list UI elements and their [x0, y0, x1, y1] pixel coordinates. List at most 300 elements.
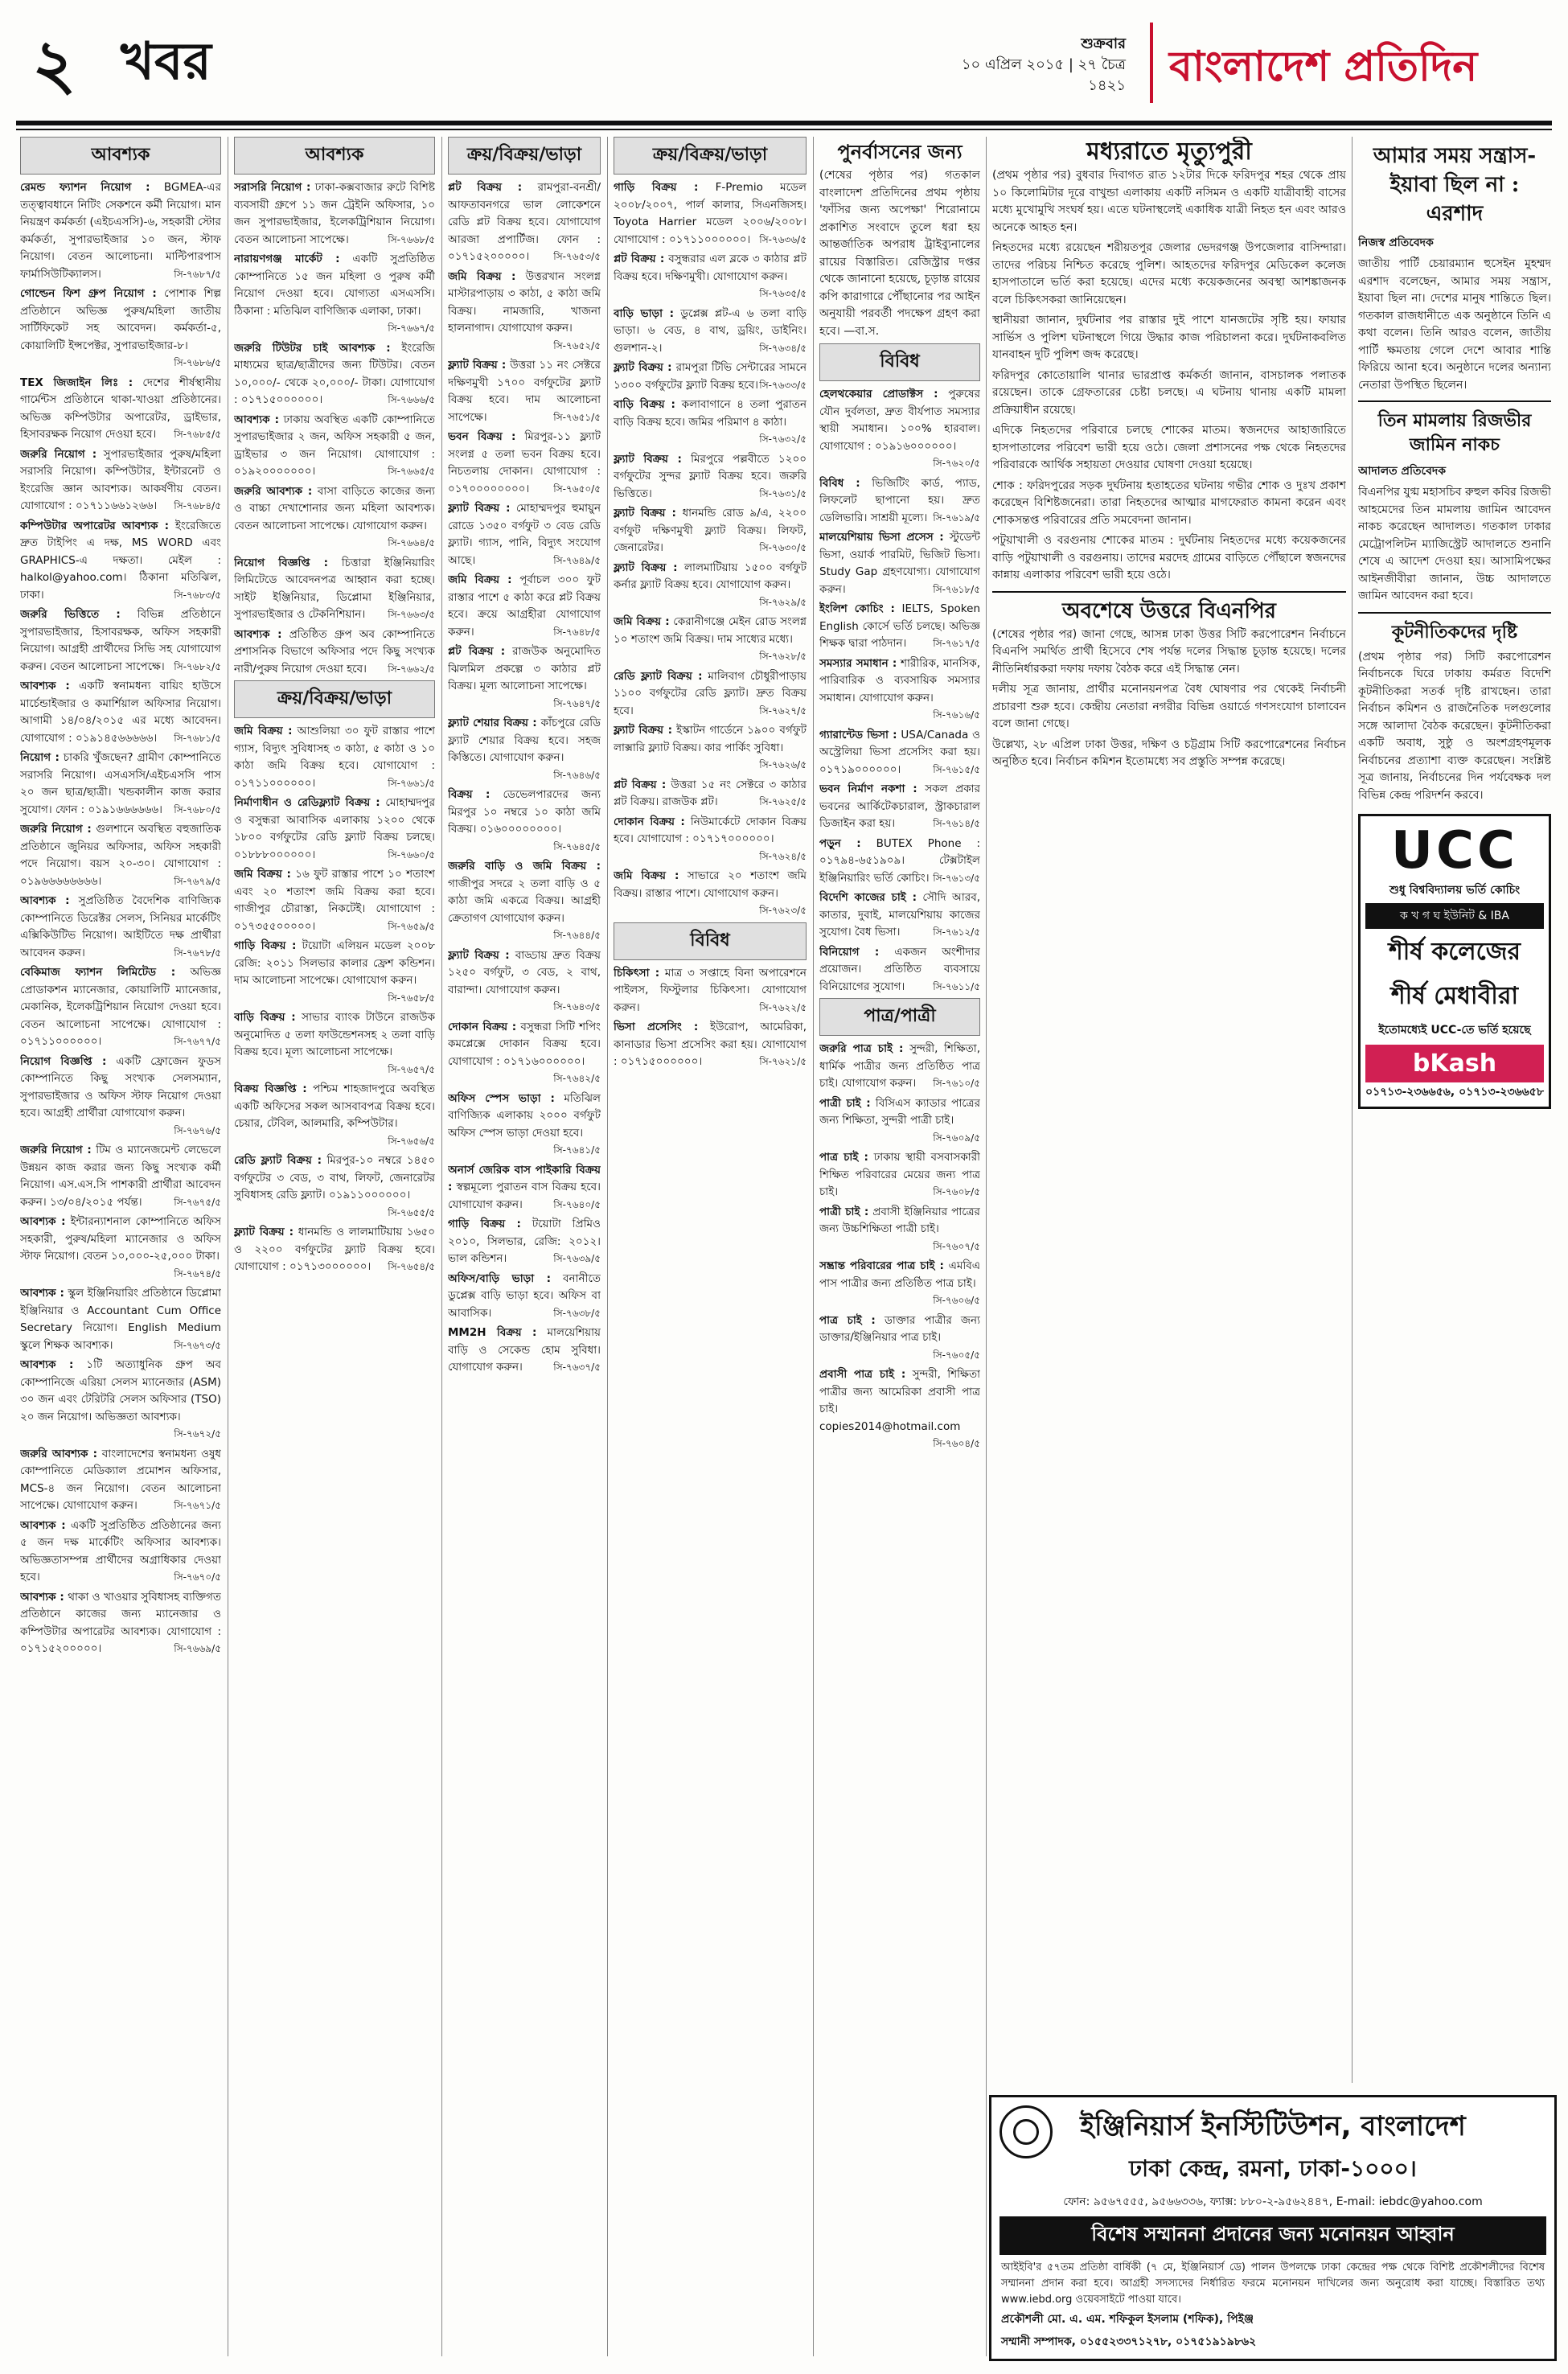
ad-heading: আবশ্যক :	[20, 1590, 64, 1604]
news-paragraph: স্থানীয়রা জানান, দুর্ঘটনার পর রাস্তার দুই পাশে যানজটের সৃষ্টি হয়। ফায়ার সার্ভিস ও পুলিশ ঘটনাস্থলে গিয়ে উদ্ধার কাজ পরিচালনা করে। দুর্ঘটনাকবলিত যানবাহন দুটি পুলিশ জব্দ করেছে।	[992, 314, 1346, 361]
ad-text: একটি স্বনামধন্য বায়িং হাউসে মার্চেন্ডাইজার ও কমার্শিয়াল অফিসার নিয়োগ। আগামী ১৪/০৪/২০১৫ এর মধ্যে আবেদন। যোগাযোগ : ০১৯১৪৫৬৬৬৬৬।	[20, 680, 221, 745]
article-body: (প্রথম পৃষ্ঠার পর) সিটি করপোরেশন নির্বাচনকে ঘিরে ঢাকায় কর্মরত বিদেশি কূটনীতিকরা সতর্ক দৃষ্টি রাখছেন। তারা নির্বাচন কমিশন ও রাজনৈতিক দলগুলোর সঙ্গে আলাদা বৈঠক করেছেন। কূটনীতিকরা একটি অবাধ, সুষ্ঠু ও অংশগ্রহণমূলক নির্বাচনের প্রত্যাশা ব্যক্ত করেছেন। সংশ্লিষ্ট সূত্র জানায়, নির্বাচনের দিন পর্যবেক্ষক দল বিভিন্ন কেন্দ্র পরিদর্শন করবে।	[1358, 650, 1551, 802]
classified-ad	[448, 357, 601, 426]
classified-ad	[20, 285, 221, 372]
ad-text: সুপারভাইজার পুরুষ/মহিলা সরাসরি নিয়োগ। কম্পিউটার, ইন্টারনেট ও ইংরেজি জ্ঞান আবশ্যক। আকর্ষণীয় বেতন। যোগাযোগ : ০১৭১১৬৬১২৬৬।	[20, 447, 221, 512]
ad-text: IELTS, Spoken English কোর্সে ভর্তি চলছে। অভিজ্ঞ শিক্ষক দ্বারা পাঠদান।	[819, 602, 980, 650]
ad-code: সি-৭৬৪১/৫	[553, 1144, 601, 1156]
ad-heading: জরুরি আবশ্যক :	[20, 1447, 98, 1460]
ad-text: একজন অংশীদার প্রয়োজন। প্রতিষ্ঠিত ব্যবসায়ে বিনিয়োগের সুযোগ।	[819, 945, 980, 993]
news-paragraph: শোক : ফরিদপুরের সড়ক দুর্ঘটনায় হতাহতের ঘটনায় গভীর শোক ও দুঃখ প্রকাশ করেছেন বিশিষ্টজনেরা। তারা নিহতদের আত্মার মাগফেরাত কামনা করেন এবং শোকসন্তপ্ত পরিবারের প্রতি সমবেদনা জানান।	[992, 478, 1346, 527]
ad-code: সি-৭৬৮৬/৫	[174, 357, 221, 368]
classified-ad	[614, 868, 807, 920]
ad-heading: প্লট বিক্রয় :	[448, 645, 506, 658]
ucc-headline: শীর্ষ কলেজের	[1388, 938, 1521, 966]
ad-text: মোহাম্মদপুর হুমায়ুন রোডে ১৩৫০ বর্গফুট ৩ বেড রেডি ফ্ল্যাট। গ্যাস, পানি, বিদ্যুৎ সংযোগ আছে।	[448, 502, 601, 567]
classified-ad	[614, 560, 807, 612]
ad-text: সাভার ব্যাংক টাউনে রাজউক অনুমোদিত ৫ তলা ফাউন্ডেশনসহ ২ তলা বাড়ি বিক্রয় হবে। মূল্য আলোচনা সাপেক্ষে।	[234, 1011, 435, 1058]
classified-ad	[20, 518, 221, 605]
ad-heading: ফ্ল্যাট বিক্রয় :	[614, 724, 672, 737]
ad-code: সি-৭৬১৬/৫	[933, 709, 980, 721]
ad-heading: পাত্রী চাই :	[819, 1205, 869, 1218]
ad-heading: জরুরি টিউটর চাই আবশ্যক :	[234, 341, 391, 355]
ad-heading: ফ্ল্যাট বিক্রয় :	[448, 948, 510, 962]
ad-signatory: প্রকৌশলী মো. এ. এম. শফিকুল ইসলাম (শফিক), পিইঞ্জ	[1001, 2313, 1254, 2326]
classified-ad	[819, 944, 980, 996]
ad-text: মালিবাগ চৌধুরীপাড়ায় ১১০০ বর্গফুটের রেডি ফ্ল্যাট। দ্রুত বিক্রয় হবে।	[614, 669, 807, 717]
section-title: খবর	[121, 31, 211, 92]
classified-ad	[614, 505, 807, 557]
classified-ad	[614, 614, 807, 666]
news-paragraph: নিহতদের মধ্যে রয়েছেন শরীয়তপুর জেলার ভেদরগঞ্জ উপজেলার বাসিন্দারা। তাদের পরিচয় নিশ্চিত করেছে পুলিশ। আহতদের ফরিদপুর মেডিকেল কলেজ হাসপাতালে ভর্তি করা হয়েছে। এদের মধ্যে কয়েকজনের অবস্থা আশঙ্কাজনক বলে চিকিৎসকরা জানিয়েছেন।	[992, 241, 1346, 306]
classified-ad	[20, 1214, 221, 1283]
ad-code: সি-৭৬৪৪/৫	[553, 930, 601, 941]
classified-ad	[614, 306, 807, 358]
article-headline: আমার সময় সন্ত্রাস-ইয়াবা ছিল না : এরশাদ	[1373, 144, 1537, 226]
ad-heading: বাড়ি বিক্রয় :	[614, 398, 675, 411]
ad-text: ১৬ ফুট রাস্তার পাশে ১০ শতাংশ এবং ২০ শতাংশ জমি বিক্রয় করা হবে। গাজীপুর চৌরাস্তা, নিকটেই। যোগাযোগ : ০১৭৩৫৫০০০০০।	[234, 868, 435, 933]
ad-heading: ভিসা প্রসেসিং :	[614, 1021, 699, 1033]
classified-ad	[448, 1325, 601, 1377]
ad-code: সি-৭৬৮০/৫	[174, 803, 221, 815]
article-headline: কূটনীতিকদের দৃষ্টি	[1391, 621, 1518, 643]
classified-ad	[448, 1271, 601, 1323]
ad-heading: প্লট বিক্রয় :	[448, 181, 523, 194]
ad-heading: ফ্ল্যাট বিক্রয় :	[614, 561, 678, 574]
brand-name: বাংলাদেশ প্রতিদিন	[1169, 42, 1478, 91]
ad-title: বিশেষ সম্মাননা প্রদানের জন্য মনোনয়ন আহ্বান	[999, 2216, 1546, 2255]
ad-code: সি-৭৬০৭/৫	[933, 1240, 980, 1252]
ad-text: একটি সুপ্রতিষ্ঠিত কোম্পানিতে ১৫ জন মহিলা ও পুরুষ কর্মী নিয়োগ দেওয়া হবে। যোগ্যতা এসএসসি। ঠিকানা : মতিঝিল বাণিজ্যিক এলাকা, ঢাকা।	[234, 253, 435, 318]
ad-code: সি-৭৬১৯/৫	[933, 511, 980, 524]
ad-code: সি-৭৬২৬/৫	[759, 759, 807, 770]
ucc-note: ইতোমধ্যেই UCC-তে ভর্তি হয়েছে	[1378, 1024, 1531, 1037]
column-divider	[607, 137, 608, 2356]
classified-ad	[20, 446, 221, 515]
ad-code: সি-৭৬৭৮/৫	[174, 947, 221, 959]
ad-text: মিরপুর-১০ নম্বরে ১৪৫০ বর্গফুটের ৩ বেড, ৩ বাথ, লিফট, জেনারেটর সুবিধাসহ রেডি ফ্ল্যাট। ০১৯১১০০০০০০।	[234, 1154, 435, 1201]
ad-text: মাত্র ৩ সপ্তাহে বিনা অপারেশনে পাইলস, ফিস্টুলার চিকিৎসা। যোগাযোগ করুন।	[614, 966, 807, 1014]
ad-heading: ভবন নির্মাণ নকশা :	[819, 782, 917, 795]
ucc-advertisement	[1358, 814, 1551, 1109]
ad-heading: সরাসরি নিয়োগ :	[234, 181, 311, 194]
ad-text: পোশাক শিল্প প্রতিষ্ঠানে অভিজ্ঞ পুরুষ/মহিলা জাতীয় সার্টিফিকেট সহ আবেদন। কর্মকর্তা-৫, কোয়ালিটি ইন্সপেক্টর, সুপারভাইজার-৮।	[20, 287, 221, 352]
ad-heading: আবশ্যক :	[20, 680, 70, 692]
classified-ad	[234, 866, 435, 935]
ad-heading: জরুরি বাড়ি ও জমি বিক্রয় :	[448, 860, 601, 873]
ad-text: এমবিএ পাস পাত্রীর জন্য প্রতিষ্ঠিত পাত্র চাই।	[819, 1259, 980, 1290]
ad-code: সি-৭৬৬৩/৫	[388, 609, 435, 620]
column-divider	[813, 137, 814, 2356]
ad-code: সি-৭৬১০/৫	[933, 1078, 980, 1089]
ucc-phones: ০১৭১৩-২৩৬৬৫৬, ০১৭১৩-২৩৬৬৫৮	[1365, 1086, 1544, 1099]
ad-text: মিরপুর-১১ ফ্ল্যাট সংলগ্ন ৫ তলা ভবন বিক্রয় হবে। নিচতলায় দোকান। যোগাযোগ : ০১৭০০০০০০০০।	[448, 430, 601, 495]
classified-ad	[819, 836, 980, 888]
ad-heading: প্লট বিক্রয় :	[614, 778, 667, 791]
classified-ad	[819, 1041, 980, 1093]
ad-text: ভিজিটিং কার্ড, প্যাড, লিফলেট ছাপানো হয়। দ্রুত ডেলিভারি। সাশ্রয়ী মূল্যে।	[819, 476, 980, 524]
ad-text: ধানমন্ডি ও লালমাটিয়ায় ১৬৫০ ও ২২০০ বর্গফুটের ফ্ল্যাট বিক্রয় হবে। যোগাযোগ : ০১৭১৩০০০০০০।	[234, 1226, 435, 1273]
ad-heading: কম্পিউটার অপারেটর আবশ্যক :	[20, 519, 170, 532]
ad-code: সি-৭৬৫২/৫	[553, 339, 601, 351]
ad-text: উত্তরা ১৫ নং সেক্টরে ৩ কাঠার প্লট বিক্রয়। রাজউক প্লট।	[614, 778, 807, 808]
classified-ad	[234, 412, 435, 481]
ad-code: সি-৭৬৩৭/৫	[553, 1362, 601, 1373]
classified-ad	[819, 529, 980, 598]
column-divider	[1352, 137, 1353, 2083]
ad-heading: হেলথকেয়ার প্রোডাক্টস :	[819, 388, 938, 400]
article-headline: তিন মামলায় রিজভীর জামিন নাকচ	[1377, 410, 1532, 455]
ad-text: স্বল্পমূল্যে পুরাতন বাস বিক্রয় হবে। যোগাযোগ করুন।	[448, 1181, 601, 1211]
ad-heading: বিবিধ :	[819, 476, 860, 490]
ad-text: ডুপ্লেক্স প্লট-এ ৬ তলা বাড়ি ভাড়া। ৬ বেড, ৪ বাথ, ড্রয়িং, ডাইনিং। গুলশান-২।	[614, 306, 807, 355]
ad-center: ঢাকা কেন্দ্র, রমনা, ঢাকা-১০০০।	[1129, 2155, 1417, 2182]
ad-heading: আবশ্যক :	[20, 1518, 66, 1532]
news-paragraph: ফরিদপুর কোতোয়ালি থানার ভারপ্রাপ্ত কর্মকর্তা জানান, বাসচালক পলাতক রয়েছেন। তাকে গ্রেফতারের চেষ্টা চলছে। এ ঘটনায় থানায় একটি মামলা প্রক্রিয়াধীন রয়েছে।	[992, 368, 1346, 417]
weekday: শুক্রবার	[1081, 35, 1126, 52]
ad-heading: জরুরি আবশ্যক :	[234, 484, 313, 498]
classified-ad	[819, 386, 980, 473]
ad-code: সি-৭৬৩৫/৫	[759, 288, 807, 299]
ad-code: সি-৭৬৮৭/৫	[174, 268, 221, 280]
ad-text: বাড্ডায় দ্রুত বিক্রয় ১২৫০ বর্গফুট, ৩ বেড, ২ বাথ, বারান্দা। যোগাযোগ করুন।	[448, 948, 601, 996]
ad-heading: নিয়োগ বিজ্ঞপ্তি :	[234, 556, 329, 569]
classified-ad	[234, 1009, 435, 1078]
ad-code: সি-৭৬৭৩/৫	[174, 1339, 221, 1351]
ad-heading: ফ্ল্যাট বিক্রয় :	[614, 361, 672, 374]
ad-code: সি-৭৬৭৪/৫	[174, 1267, 221, 1279]
article-body: জাতীয় পার্টি চেয়ারম্যান হুসেইন মুহম্মদ এরশাদ বলেছেন, আমার সময় সন্ত্রাস, ইয়াবা ছিল না। দেশের মানুষ শান্তিতে ছিল। গতকাল রাজধানীতে এক অনুষ্ঠানে তিনি এ কথা বলেন। তিনি আরও বলেন, জাতীয় পার্টি ক্ষমতায় গেলে দেশে আবার শান্তি ফিরিয়ে আনা হবে। অনুষ্ঠানে দলের অন্যান্য নেতারা উপস্থিত ছিলেন।	[1358, 257, 1551, 392]
ad-heading: জরুরি নিয়োগ :	[20, 447, 97, 461]
ad-code: সি-৭৬৩৯/৫	[553, 1253, 601, 1264]
ad-code: সি-৭৬৬৯/৫	[174, 1643, 221, 1654]
ad-code: সি-৭৬১৮/৫	[933, 583, 980, 595]
classified-ad	[20, 964, 221, 1051]
news-paragraph: (শেষের পৃষ্ঠার পর) জানা গেছে, আসন্ন ঢাকা উত্তর সিটি করপোরেশন নির্বাচনে বিএনপি সমর্থিত প্রার্থী হিসেবে শেষ পর্যন্ত দলের সিদ্ধান্ত চূড়ান্ত হয়েছে। দলের নীতিনির্ধারকরা দফায় দফায় বৈঠক করে এই সিদ্ধান্ত নেন।	[992, 627, 1346, 676]
ad-heading: গাড়ি বিক্রয় :	[234, 939, 297, 952]
classified-ad	[20, 678, 221, 747]
ad-text: বাসা বাড়িতে কাজের জন্য ও বাচ্চা দেখাশোনার জন্য মহিলা আবশ্যক। বেতন আলোচনা সাপেক্ষে। যোগাযোগ করুন।	[234, 484, 435, 532]
classified-ad	[614, 965, 807, 1017]
ad-code: সি-৭৬০৮/৫	[933, 1186, 980, 1197]
ad-heading: রেডি ফ্ল্যাট বিক্রয় :	[614, 669, 703, 683]
classified-ad	[819, 1149, 980, 1201]
ad-text: নিউমার্কেটে দোকান বিক্রয় হবে। যোগাযোগ : ০১৭১৭০০০০০০।	[614, 815, 807, 845]
ad-code: সি-৭৬৩৩/৫	[759, 379, 807, 391]
ad-code: সি-৭৬৪৫/৫	[553, 840, 601, 852]
ad-code: সি-৭৬৩২/৫	[759, 433, 807, 445]
ad-text: ইন্টারন্যাশনাল কোম্পানিতে অফিস সহকারী, পুরুষ/মহিলা ম্যানেজার ও অফিস স্টাফ নিয়োগ। বেতন ১০,০০০-২৫,০০০ টাকা।	[20, 1215, 221, 1263]
ad-code: সি-৭৬৮১/৫	[174, 732, 221, 744]
ad-code: সি-৭৬০৯/৫	[933, 1132, 980, 1144]
ad-heading: ফ্ল্যাট বিক্রয় :	[614, 507, 676, 520]
ad-text: রামপুরা-বনশ্রী/আফতাবনগরে ভাল লোকেশনে রেডি প্লট বিক্রয় হবে। যোগাযোগ আরজা প্রপার্টিজ। ফোন : ০১৭১৫২০০০০০।	[448, 181, 601, 263]
classified-ad	[819, 1258, 980, 1310]
ad-code: সি-৭৬১৫/৫	[933, 763, 980, 775]
ad-text: উত্তরখান সংলগ্ন মাস্টারপাড়ায় ৩ কাঠা, ৫ কাঠা জমি বিক্রয়। নামজারি, খাজনা হালনাগাদ। যোগাযোগ করুন।	[448, 269, 601, 335]
ad-heading: জমি বিক্রয় :	[448, 269, 516, 283]
category-header: বিবিধ	[614, 922, 807, 960]
ad-heading: প্রবাসী পাত্র চাই :	[819, 1368, 906, 1381]
brand-logo	[1150, 23, 1555, 103]
ad-code: সি-৭৬১২/৫	[933, 926, 980, 938]
classified-ad	[448, 1090, 601, 1160]
ad-contact: ফোন: ৯৫৬৭৫৫৫, ৯৫৬৬৩৩৬, ফ্যাক্স: ৮৮০-২-৯৫৬২৪৪৭, E-mail: iebdc@yahoo.com	[1063, 2195, 1483, 2208]
ad-code: সি-৭৬৪৮/৫	[553, 626, 601, 638]
ad-text: কলাবাগানে ৪ তলা পুরাতন বাড়ি বিক্রয় হবে। জমির পরিমাণ ৪ কাঠা।	[614, 398, 807, 429]
classified-ad	[20, 375, 221, 444]
ad-code: সি-৭৬৭৬/৫	[174, 1124, 221, 1136]
ad-text: মোহাম্মদপুর ও বসুন্ধরা আবাসিক এলাকায় ১২০০ থেকে ১৮০০ বর্গফুটের রেডি ফ্ল্যাট বিক্রয় চলছে। ০১৮৮৮০০০০০০।	[234, 796, 435, 861]
news-paragraph: পটুয়াখালী ও বরগুনায় শোকের মাতম : দুর্ঘটনায় নিহতদের মধ্যে কয়েকজনের বাড়ি পটুয়াখালী ও বরগুনায়। তাদের মরদেহ গ্রামের বাড়িতে পৌঁছালে স্বজনদের কান্নায় এলাকার পরিবেশ ভারী হয়ে ওঠে।	[992, 534, 1346, 581]
ad-code: সি-৭৬৮৩/৫	[174, 589, 221, 601]
dateline	[933, 34, 1126, 97]
masthead-rule	[16, 121, 1552, 125]
ad-text: সকল প্রকার ভবনের আর্কিটেকচারাল, স্ট্রাকচারাল ডিজাইন করা হয়।	[819, 782, 980, 830]
ad-code: সি-৭৬২২/৫	[759, 1001, 807, 1013]
ad-code: সি-৭৬৬৪/৫	[388, 537, 435, 548]
ad-text: সুন্দরী, শিক্ষিতা পাত্রীর জন্য আমেরিকা প্রবাসী পাত্র চাই। copies2014@hotmail.com	[819, 1368, 980, 1433]
news-body: (শেষের পৃষ্ঠার পর) গতকাল বাংলাদেশ প্রতিদিনের প্রথম পৃষ্ঠায় 'ফাঁসির জন্য অপেক্ষা' শিরোনামে প্রকাশিত সংবাদে তুলে ধরা হয় আন্তর্জাতিক অপরাধ ট্রাইব্যুনালের রায়ের বিস্তারিত। রেজিস্ট্রার দপ্তর থেকে জানানো হয়েছে, চূড়ান্ত রায়ের কপি কারাগারে পৌঁছানোর পর আইন অনুযায়ী পরবর্তী পদক্ষেপ গ্রহণ করা হবে। —বা.স.	[819, 169, 980, 338]
ad-code: সি-৭৬৪২/৫	[553, 1073, 601, 1084]
classified-ad	[614, 668, 807, 721]
classified-ad	[819, 1095, 980, 1148]
ad-code: সি-৭৬৩০/৫	[759, 542, 807, 553]
ad-text: ধানমন্ডি রোড ৯/এ, ২২০০ বর্গফুট দক্ষিণমুখী ফ্ল্যাট বিক্রয়। লিফট, জেনারেটর।	[614, 507, 807, 554]
classified-ad	[448, 269, 601, 355]
ad-code: সি-৭৬৫১/৫	[553, 411, 601, 423]
ad-code: সি-৭৬৭০/৫	[174, 1571, 221, 1583]
ad-text: বিভিন্ন প্রতিষ্ঠানে সুপারভাইজার, হিসাবরক্ষক, অফিস সহকারী নিয়োগ। আগ্রহী প্রার্থীদের সিভি সহ যোগাযোগ করুন। বেতন আলোচনা সাপেক্ষে।	[20, 608, 221, 673]
ad-code: সি-৭৬৬৫/৫	[388, 466, 435, 477]
ad-heading: ফ্ল্যাট শেয়ার বিক্রয় :	[448, 717, 537, 729]
ad-heading: জমি বিক্রয় :	[234, 725, 293, 737]
ad-heading: গাড়ি বিক্রয় :	[614, 181, 699, 194]
ad-text: সৌদি আরব, কাতার, দুবাই, মালয়েশিয়ায় কাজের সুযোগ। বৈধ ভিসা।	[819, 891, 980, 939]
ad-heading: জরুরি নিয়োগ :	[20, 1144, 92, 1156]
institution-advertisement	[989, 2095, 1557, 2361]
classified-column-4	[614, 137, 807, 2356]
category-header: ক্রয়/বিক্রয়/ভাড়া	[448, 137, 601, 175]
ad-code: সি-৭৬২৫/৫	[759, 796, 807, 807]
ucc-units: ক খ গ ঘ ইউনিট & IBA	[1365, 903, 1544, 929]
ad-heading: ফ্ল্যাট বিক্রয় :	[448, 359, 507, 372]
ad-code: সি-৭৬৫৮/৫	[388, 992, 435, 1004]
ad-text: বনানীতে ডুপ্লেক্স বাড়ি ভাড়া হবে। অফিস বা আবাসিক।	[448, 1271, 601, 1320]
ad-text: টয়োটা প্রিমিও ২০১০, সিলভার, রেজি: ২০১২। ভাল কন্ডিশন।	[448, 1218, 601, 1265]
ad-heading: বাড়ি ভাড়া :	[614, 306, 675, 320]
classified-ad	[614, 814, 807, 866]
ad-heading: পাত্র চাই :	[819, 1313, 876, 1327]
ucc-tagline: শুধু বিশ্ববিদ্যালয় ভর্তি কোচিং	[1389, 884, 1521, 897]
classified-column-3	[448, 137, 601, 2356]
classified-ad	[20, 1589, 221, 1658]
ad-text: ইউরোপ, আমেরিকা, কানাডার ভিসা প্রসেসিং করা হয়। যোগাযোগ : ০১৭১৫০০০০০০।	[614, 1021, 807, 1068]
ad-heading: জমি বিক্রয় :	[234, 868, 291, 881]
news-paragraph: (প্রথম পৃষ্ঠার পর) বুধবার দিবাগত রাত ১২টার দিকে ফরিদপুর শহর থেকে প্রায় ১০ কিলোমিটার দূরে বাখুন্ডা এলাকায় একটি নসিমন ও একটি যাত্রীবাহী বাসের মধ্যে মুখোমুখি সংঘর্ষ হয়। এতে ঘটনাস্থলেই একাধিক যাত্রী নিহত হন এবং আরও অনেকে আহত হন।	[992, 169, 1346, 234]
ad-code: সি-৭৬৫৯/৫	[388, 920, 435, 932]
ad-heading: জমি বিক্রয় :	[614, 869, 679, 882]
ad-text: গুলশানে অবস্থিত বহুজাতিক প্রতিষ্ঠানে জুনিয়র অফিসার, অফিস সহকারী পদে নিয়োগ। বয়স ২০-৩০। যোগাযোগ : ০১৯৬৬৬৬৬৬৬৬।	[20, 823, 221, 888]
ad-text: ইংরেজি মাধ্যমের ছাত্র/ছাত্রীদের জন্য টিউটর। বেতন ১০,০০০/- থেকে ২০,০০০/- টাকা। যোগাযোগ : ০১৭১৫০০০০০০।	[234, 341, 435, 406]
ad-text: রামপুরা টিভি সেন্টারের সামনে ১৩০০ বর্গফুটের ফ্ল্যাট বিক্রয় হবে।	[614, 361, 807, 392]
ad-text: গাজীপুর সদরে ২ তলা বাড়ি ও ৫ কাঠা জমি একত্রে বিক্রয়। আগ্রহী ক্রেতাগণ যোগাযোগ করুন।	[448, 877, 601, 925]
ad-code: সি-৭৬৩১/৫	[759, 487, 807, 499]
institution-seal-icon	[999, 2105, 1053, 2158]
rule	[1358, 612, 1551, 614]
ad-heading: ফ্ল্যাট বিক্রয় :	[614, 452, 682, 466]
news-column	[992, 137, 1346, 2083]
ad-text: ডেভেলপারদের জন্য মিরপুর ১০ নম্বরে ১০ কাঠা জমি বিক্রয়। ০১৬০০০০০০০০।	[448, 788, 601, 836]
ad-code: সি-৭৬৩৮/৫	[553, 1307, 601, 1319]
ad-text: F-Premio মডেল ২০০৮/২০০৭, পার্ল কালার, সিএনজিসহ। Toyota Harrier মডেল ২০০৬/২০০৮। যোগাযোগ : ০১৭১১০০০০০০।	[614, 181, 807, 246]
ad-text: সুপ্রতিষ্ঠিত বৈদেশিক বাণিজ্যিক কোম্পানিতে ডিরেক্টর সেলস, সিনিয়র মার্কেটিং এক্সিকিউটিভ নিয়োগ। আইটিতে দক্ষ প্রার্থীরা আবেদন করুন।	[20, 894, 221, 959]
ad-heading: আবশ্যক :	[234, 413, 279, 426]
ad-heading: প্লট বিক্রয় :	[614, 253, 665, 265]
news-paragraph: দলীয় সূত্র জানায়, প্রার্থীর মনোনয়নপত্র বৈধ ঘোষণার পর থেকেই নির্বাচনী প্রচারণা শুরু হবে। কেন্দ্রীয় নেতারা নগরীর বিভিন্ন ওয়ার্ডে গণসংযোগ চালাবেন বলে জানা গেছে।	[992, 683, 1346, 730]
classified-ad	[234, 179, 435, 248]
ad-text: টিম ও ম্যানেজমেন্ট লেভেলে উন্নয়ন কাজ করার জন্য কিছু সংখ্যক কর্মী নিয়োগ। এস.এস.সি পাশকারী প্রার্থীরা আবেদন করুন। ১৩/০৪/২০১৫ পর্যন্ত।	[20, 1144, 221, 1209]
ad-code: সি-৭৬২৭/৫	[759, 704, 807, 717]
ad-code: সি-৭৬৭২/৫	[174, 1428, 221, 1440]
classified-ad	[448, 947, 601, 1017]
ad-code: সি-৭৬৭৯/৫	[174, 875, 221, 887]
ad-code: সি-৭৬৫৪/৫	[388, 1261, 435, 1272]
category-header: আবশ্যক	[234, 137, 435, 175]
classified-ad	[20, 1054, 221, 1140]
ad-code: সি-৭৬২১/৫	[759, 1056, 807, 1067]
ad-heading: ফ্ল্যাট বিক্রয় :	[448, 502, 511, 515]
category-header: ক্রয়/বিক্রয়/ভাড়া	[234, 680, 435, 718]
ad-text: ঢাকা-কক্সবাজার রুটে বিশিষ্ট ব্যবসায়ী গ্রুপে ১১ জন ট্রেইনি অফিসার, ১০ জন সুপারভাইজার, ইলেকট্রিশিয়ান নিয়োগ। বেতন আলোচনা সাপেক্ষে।	[234, 181, 435, 246]
ad-text: BGMEA-এর তত্ত্বাবধানে নিটিং সেকশনে কর্মী নিয়োগ। মান নিয়ন্ত্রণ কর্মকর্তা (এইচএসসি)-৬, সহকারী স্টোর কর্মকর্তা, সুপারভাইজার ১০ জন, স্টাফ নিয়োগ। বেতন আলোচনা। মাল্টিপারপাস ফার্মাসিউটিক্যালস।	[20, 181, 221, 281]
ad-heading: রেডি ফ্ল্যাট বিক্রয় :	[234, 1154, 322, 1167]
ad-code: সি-৭৬৫৩/৫	[553, 251, 601, 262]
ad-heading: গ্যারান্টেড ভিসা :	[819, 728, 897, 741]
ad-heading: আবশ্যক :	[20, 1287, 64, 1300]
classified-ad	[234, 1224, 435, 1276]
category-header: আবশ্যক	[20, 137, 221, 175]
ad-code: সি-৭৬৬৬/৫	[388, 394, 435, 405]
classified-ad	[448, 179, 601, 266]
ad-text: কাঁচপুরে রেডি ফ্ল্যাট শেয়ার বিক্রয় হবে। সহজ কিস্তিতে। যোগাযোগ করুন।	[448, 717, 601, 764]
ad-code: সি-৭৬৮৫/৫	[174, 429, 221, 440]
ad-code: সি-৭৬৪০/৫	[553, 1198, 601, 1210]
right-news-column	[1358, 137, 1551, 2083]
ucc-logo: UCC	[1391, 821, 1518, 881]
ad-heading: সম্ভ্রান্ত পরিবারের পাত্র চাই :	[819, 1259, 944, 1272]
classified-ad	[819, 781, 980, 833]
news-headline: অবশেষে উত্তরে বিএনপির	[1062, 598, 1276, 623]
ad-heading: জমি বিক্রয় :	[614, 615, 670, 628]
ad-code: সি-৭৬৪৭/৫	[553, 697, 601, 709]
classified-ad	[614, 251, 807, 303]
date: ১০ এপ্রিল ২০১৫ | ২৭ চৈত্র ১৪২১	[961, 56, 1126, 94]
classified-ad	[234, 938, 435, 1007]
classified-ad	[20, 821, 221, 890]
ad-heading: বিক্রয় বিজ্ঞপ্তি :	[234, 1082, 307, 1095]
news-paragraph: এদিকে নিহতদের পরিবারে চলছে শোকের মাতম। স্বজনদের আহাজারিতে হাসপাতালের পরিবেশ ভারী হয়ে ওঠে। জেলা প্রশাসনের পক্ষ থেকে নিহতদের পরিবারকে আর্থিক সহায়তা দেওয়ার ঘোষণা দেওয়া হয়েছে।	[992, 424, 1346, 471]
ad-text: পূর্বাচল ৩০০ ফুট রাস্তার পাশে ৫ কাঠা করে প্লট বিক্রয় হবে। ক্রয়ে আগ্রহীরা যোগাযোগ করুন।	[448, 573, 601, 639]
ad-text: ইংরেজিতে দ্রুত টাইপিং এ দক্ষ, MS WORD এবং GRAPHICS-এ দক্ষতা। মেইল : halkol@yahoo.com। ঠিকানা মতিঝিল, ঢাকা।	[20, 519, 221, 602]
classified-ad	[448, 643, 601, 713]
ad-heading: ইংলিশ কোচিং :	[819, 602, 895, 615]
ad-text: USA/Canada ও অস্ট্রেলিয়া ভিসা প্রসেসিং করা হয়। ০১৭১৯০০০০০০।	[819, 728, 980, 776]
classified-ad	[448, 500, 601, 569]
ad-text: বিসিএস ক্যাডার পাত্রের জন্য শিক্ষিতা, সুন্দরী পাত্রী চাই।	[819, 1096, 980, 1127]
classified-ad	[234, 251, 435, 338]
ad-heading: TEX জিজাইন লিঃ :	[20, 376, 133, 389]
ad-text: মিরপুরে পল্লবীতে ১২০০ বর্গফুটের সুন্দর ফ্ল্যাট বিক্রয় হবে। জরুরি ভিত্তিতে।	[614, 452, 807, 500]
ad-heading: নারায়ণগঞ্জ মার্কেট :	[234, 253, 340, 265]
classified-ad	[20, 1518, 221, 1587]
ad-heading: সমস্যার সমাধান :	[819, 656, 897, 670]
ad-code: সি-৭৬৩৪/৫	[759, 342, 807, 354]
ad-code: সি-৭৬৫৫/৫	[388, 1206, 435, 1218]
ad-code: সি-৭৬৩৬/৫	[759, 233, 807, 245]
ad-heading: আবশ্যক :	[20, 1215, 66, 1228]
ad-text: অভিজ্ঞ প্রোডাকশন ম্যানেজার, কোয়ালিটি ম্যানেজার, মেকানিক, ইলেকট্রিশিয়ান নিয়োগ দেওয়া হবে। বেতন আলোচনা সাপেক্ষে। যোগাযোগ : ০১৭১১০০০০০০।	[20, 966, 221, 1048]
masthead	[0, 0, 1568, 121]
ad-text: পশ্চিম শাহজাদপুরে অবস্থিত একটি অফিসের সকল আসবাবপত্র বিক্রয় হবে। চেয়ার, টেবিল, আলমারি, কম্পিউটার।	[234, 1082, 435, 1130]
ad-code: সি-৭৬০৬/৫	[933, 1295, 980, 1306]
ad-text: মালয়েশিয়ায় বাড়ি ও সেকেন্ড হোম সুবিধা। যোগাযোগ করুন।	[448, 1326, 601, 1374]
classified-ad	[819, 1312, 980, 1365]
ad-text: চিত্তারা ইঞ্জিনিয়ারিং লিমিটেডে আবেদনপত্র আহ্বান করা হচ্ছে। সাইট ইঞ্জিনিয়ার, ডিপ্লোমা ইঞ্জিনিয়ার, সুপারভাইজার ও টেকনিশিয়ান।	[234, 556, 435, 621]
ad-code: সি-৭৬৬০/৫	[388, 848, 435, 860]
ad-code: সি-৭৬২৯/৫	[759, 596, 807, 608]
news-paragraph: উল্লেখ্য, ২৮ এপ্রিল ঢাকা উত্তর, দক্ষিণ ও চট্টগ্রাম সিটি করপোরেশনের নির্বাচন অনুষ্ঠিত হবে। নির্বাচন কমিশন ইতোমধ্যে সব প্রস্তুতি সম্পন্ন করেছে।	[992, 737, 1346, 768]
ad-heading: চিকিৎসা :	[614, 966, 660, 980]
news-headline: মধ্যরাতে মৃত্যুপুরী	[1086, 138, 1252, 166]
classified-ad	[448, 429, 601, 498]
classified-ad	[448, 1162, 601, 1214]
ad-heading: জরুরি ভিত্তিতে :	[20, 608, 121, 621]
ad-heading: মালয়েশিয়ায় ভিসা প্রসেস :	[819, 531, 944, 544]
category-header: ক্রয়/বিক্রয়/ভাড়া	[614, 137, 807, 175]
ad-text: প্রবাসী ইঞ্জিনিয়ার পাত্রের জন্য উচ্চশিক্ষিতা পাত্রী চাই।	[819, 1205, 980, 1235]
ad-code: সি-৭৬২৪/৫	[759, 850, 807, 862]
ad-text: বসুন্ধরা সিটি শপিং কমপ্লেক্সে দোকান বিক্রয় হবে। যোগাযোগ : ০১৭১৬০০০০০০।	[448, 1020, 601, 1068]
ad-text: ১টি অত্যাধুনিক গ্রুপ অব কোম্পানিজে এরিয়া সেলস ম্যানেজার (ASM) ৩০ জন এবং টেরিটরি সেলস অফিসার (TSO) ২০ জন নিয়োগ। অভিজ্ঞতা আবশ্যক।	[20, 1358, 221, 1423]
ad-code: সি-৭৬৬১/৫	[388, 777, 435, 789]
ad-code: সি-৭৬১৪/৫	[933, 818, 980, 829]
classified-ad	[234, 626, 435, 679]
ad-code: সি-৭৬২৩/৫	[759, 905, 807, 916]
column-divider	[441, 137, 442, 2356]
classified-ad	[234, 483, 435, 552]
byline: আদালত প্রতিবেদক	[1358, 465, 1447, 478]
ad-heading: বিদেশি কাজের চাই :	[819, 891, 917, 904]
ad-code: সি-৭৬৮২/৫	[174, 660, 221, 672]
classified-ad	[20, 606, 221, 676]
ad-heading: অফিস স্পেস ভাড়া :	[448, 1091, 555, 1105]
ad-heading: রেমন্ড ফ্যাশন নিয়োগ :	[20, 181, 150, 194]
ad-text: ডাক্তার পাত্রীর জন্য ডাক্তার/ইঞ্জিনিয়ার পাত্র চাই।	[819, 1313, 980, 1344]
ad-text: স্কুল ইঞ্জিনিয়ারিং প্রতিষ্ঠানে ডিপ্লোমা ইঞ্জিনিয়ার ও Accountant Cum Office Secretary নিয়োগ। English Medium স্কুলে শিক্ষক আবশ্যক।	[20, 1287, 221, 1352]
ad-heading: নিয়োগ :	[20, 751, 60, 764]
ad-heading: বেকিমাজ ফ্যাশন লিমিটেড :	[20, 966, 176, 979]
ad-code: সি-৭৬০৫/৫	[933, 1349, 980, 1361]
rule	[992, 591, 1346, 593]
classified-ad	[20, 893, 221, 962]
classified-ad	[448, 1019, 601, 1088]
ad-text: আশুলিয়া ৩০ ফুট রাস্তার পাশে গ্যাস, বিদ্যুৎ সুবিধাসহ ৩ কাঠা, ৫ কাঠা ও ১০ কাঠা জমি বিক্রয় হবে। যোগাযোগ : ০১৭১১০০০০০০।	[234, 725, 435, 790]
ad-code: সি-৭৬১৭/৫	[933, 638, 980, 649]
ad-heading: দোকান বিক্রয় :	[614, 815, 685, 828]
classified-ad	[234, 1152, 435, 1222]
classified-ad	[614, 179, 807, 248]
